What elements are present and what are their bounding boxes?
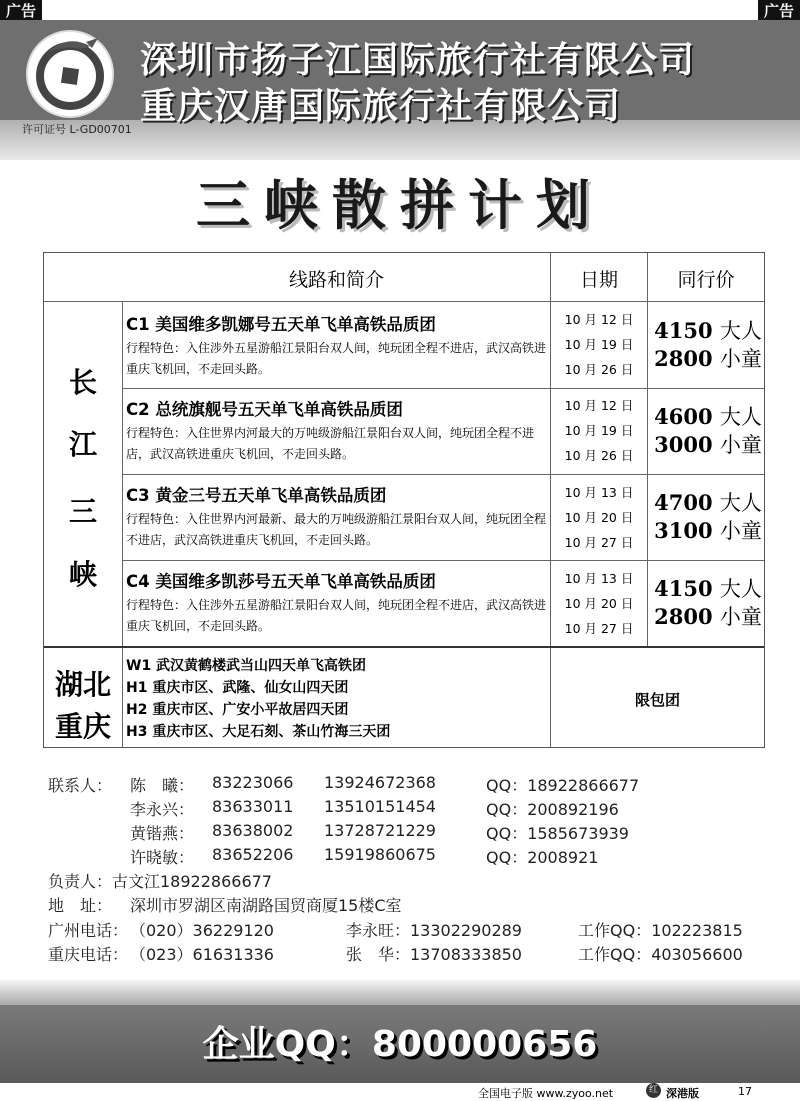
child-label: 小童	[719, 519, 762, 543]
footer-site: 全国电子版 www.zyoo.net	[478, 1087, 614, 1100]
child-price: 3100	[654, 518, 713, 543]
contact-name: 陈 曦：	[130, 776, 195, 795]
child-price: 3000	[654, 432, 713, 457]
date-item: 10 月 12 日	[564, 312, 634, 327]
region-yangtze-char: 江	[68, 428, 97, 461]
route-c3-price	[650, 489, 766, 545]
table-rule	[647, 253, 648, 647]
guangzhou-label: 广州电话：	[48, 921, 129, 940]
table-rule	[122, 560, 764, 561]
guangzhou-person: 李永旺：13302290289	[346, 921, 522, 940]
table-rule	[122, 474, 764, 475]
route-name: C2 总统旗舰号五天单飞单高铁品质团	[126, 400, 403, 419]
adult-price: 4150	[654, 318, 713, 343]
route-desc: 行程特色：入住涉外五星游船江景阳台双人间，纯玩团全程不进店，武汉高铁进重庆飞机回，不走回头路。	[126, 598, 547, 633]
chongqing-label: 重庆电话：	[48, 945, 129, 964]
adult-price: 4150	[654, 576, 713, 601]
hubei-route-item: H3 重庆市区、大足石刻、茶山竹海三天团	[126, 724, 391, 740]
date-item: 10 月 13 日	[564, 485, 634, 500]
itinerary-table	[43, 252, 765, 748]
chongqing-person: 张 华：13708333850	[346, 945, 522, 964]
date-item: 10 月 12 日	[564, 398, 634, 413]
route-desc: 行程特色：入住涉外五星游船江景阳台双人间，纯玩团全程不进店，武汉高铁进重庆飞机回，不走回头路。	[126, 341, 547, 376]
adult-label: 大人	[719, 405, 762, 429]
header-route: 线路和简介	[288, 269, 384, 291]
table-rule	[122, 388, 764, 389]
route-c2-dates	[554, 393, 644, 468]
guangzhou-phone: （020）36229120	[130, 921, 274, 940]
route-name: C3 黄金三号五天单飞单高铁品质团	[126, 486, 387, 505]
footer-edition: 深港版	[666, 1087, 699, 1100]
route-name: C4 美国维多凯莎号五天单飞单高铁品质团	[126, 572, 436, 591]
route-c1-dates	[554, 307, 644, 382]
route-c4-price	[650, 575, 766, 631]
address-label: 地 址：	[48, 896, 113, 915]
company-logo-icon	[26, 30, 114, 118]
manager-line: 负责人：古文江18922866677	[48, 872, 272, 891]
hubei-route-item: W1 武汉黄鹤楼武当山四天单飞高铁团	[126, 658, 367, 674]
date-item: 10 月 19 日	[564, 423, 634, 438]
child-label: 小童	[719, 347, 762, 371]
table-rule	[44, 301, 764, 302]
contact-phone: 83223066	[212, 773, 294, 792]
contact-name: 李永兴：	[130, 800, 195, 819]
date-item: 10 月 20 日	[564, 596, 634, 611]
contact-qq: QQ：200892196	[486, 800, 619, 819]
child-price: 2800	[654, 604, 713, 629]
hubei-route-item: H2 重庆市区、广安小平故居四天团	[126, 702, 349, 718]
date-item: 10 月 19 日	[564, 337, 634, 352]
contact-mobile: 13510151454	[324, 797, 436, 816]
date-item: 10 月 26 日	[564, 448, 634, 463]
contact-qq: QQ：2008921	[486, 848, 599, 867]
footer-badge-icon: 红	[646, 1083, 661, 1098]
date-item: 10 月 26 日	[564, 362, 634, 377]
page-footer	[0, 1083, 800, 1100]
date-item: 10 月 27 日	[564, 621, 634, 636]
private-group-note: 限包团	[634, 691, 680, 709]
table-rule	[122, 301, 123, 747]
ad-tag-right: 广告	[758, 0, 800, 22]
route-c4	[126, 568, 546, 637]
region-yangtze-char: 峡	[68, 558, 97, 591]
table-rule	[550, 253, 551, 747]
adult-label: 大人	[719, 577, 762, 601]
license-number: 许可证号 L-GD00701	[22, 123, 132, 136]
contact-mobile: 15919860675	[324, 845, 436, 864]
contact-phone: 83652206	[212, 845, 294, 864]
route-c1-price	[650, 317, 766, 373]
route-c4-dates	[554, 566, 644, 641]
contact-mobile: 13728721229	[324, 821, 436, 840]
route-name: C1 美国维多凯娜号五天单飞单高铁品质团	[126, 315, 436, 334]
date-item: 10 月 20 日	[564, 510, 634, 525]
chongqing-phone: （023）61631336	[130, 945, 274, 964]
header-date: 日期	[579, 269, 618, 291]
region-chongqing: 重庆	[54, 710, 111, 743]
enterprise-qq: 企业QQ：800000656	[202, 1024, 598, 1065]
region-hubei: 湖北	[54, 668, 111, 701]
route-c3-dates	[554, 480, 644, 555]
route-c2-price	[650, 403, 766, 459]
contact-name: 黄锴燕：	[130, 824, 195, 843]
route-c2	[126, 396, 546, 465]
region-yangtze-char: 三	[68, 495, 97, 528]
chongqing-qq: 工作QQ：403056600	[578, 945, 743, 964]
adult-label: 大人	[719, 319, 762, 343]
child-label: 小童	[719, 433, 762, 457]
table-rule	[44, 646, 764, 648]
contact-label: 联系人：	[48, 776, 113, 795]
contact-phone: 83633011	[212, 797, 294, 816]
route-desc: 行程特色：入住世界内河最新、最大的万吨级游船江景阳台双人间，纯玩团全程不进店，武汉高铁进重庆飞机回，不走回头路。	[126, 512, 547, 547]
contact-phone: 83638002	[212, 821, 294, 840]
hubei-routes	[126, 655, 546, 743]
guangzhou-qq: 工作QQ：102223815	[578, 921, 743, 940]
address-value: 深圳市罗湖区南湖路国贸商厦15楼C室	[130, 896, 402, 915]
page-title: 三峡散拼计划	[196, 173, 604, 237]
date-item: 10 月 27 日	[564, 535, 634, 550]
child-label: 小童	[719, 605, 762, 629]
region-yangtze-char: 长	[68, 366, 97, 399]
adult-price: 4600	[654, 404, 713, 429]
adult-price: 4700	[654, 490, 713, 515]
date-item: 10 月 13 日	[564, 571, 634, 586]
company-name-shenzhen: 深圳市扬子江国际旅行社有限公司	[140, 40, 696, 81]
company-name-chongqing: 重庆汉唐国际旅行社有限公司	[140, 86, 622, 127]
route-c3	[126, 482, 546, 551]
route-desc: 行程特色：入住世界内河最大的万吨级游船江景阳台双人间，纯玩团全程不进店，武汉高铁进重庆飞机回，不走回头路。	[126, 426, 535, 461]
contact-qq: QQ：18922866677	[486, 776, 640, 795]
contact-name: 许晓敏：	[130, 848, 195, 867]
route-c1	[126, 311, 546, 380]
ad-tag-left: 广告	[0, 0, 42, 22]
child-price: 2800	[654, 346, 713, 371]
contact-qq: QQ：1585673939	[486, 824, 629, 843]
adult-label: 大人	[719, 491, 762, 515]
page-number: 17	[738, 1085, 752, 1098]
contact-mobile: 13924672368	[324, 773, 436, 792]
hubei-route-item: H1 重庆市区、武隆、仙女山四天团	[126, 680, 349, 696]
header-price: 同行价	[677, 269, 735, 291]
